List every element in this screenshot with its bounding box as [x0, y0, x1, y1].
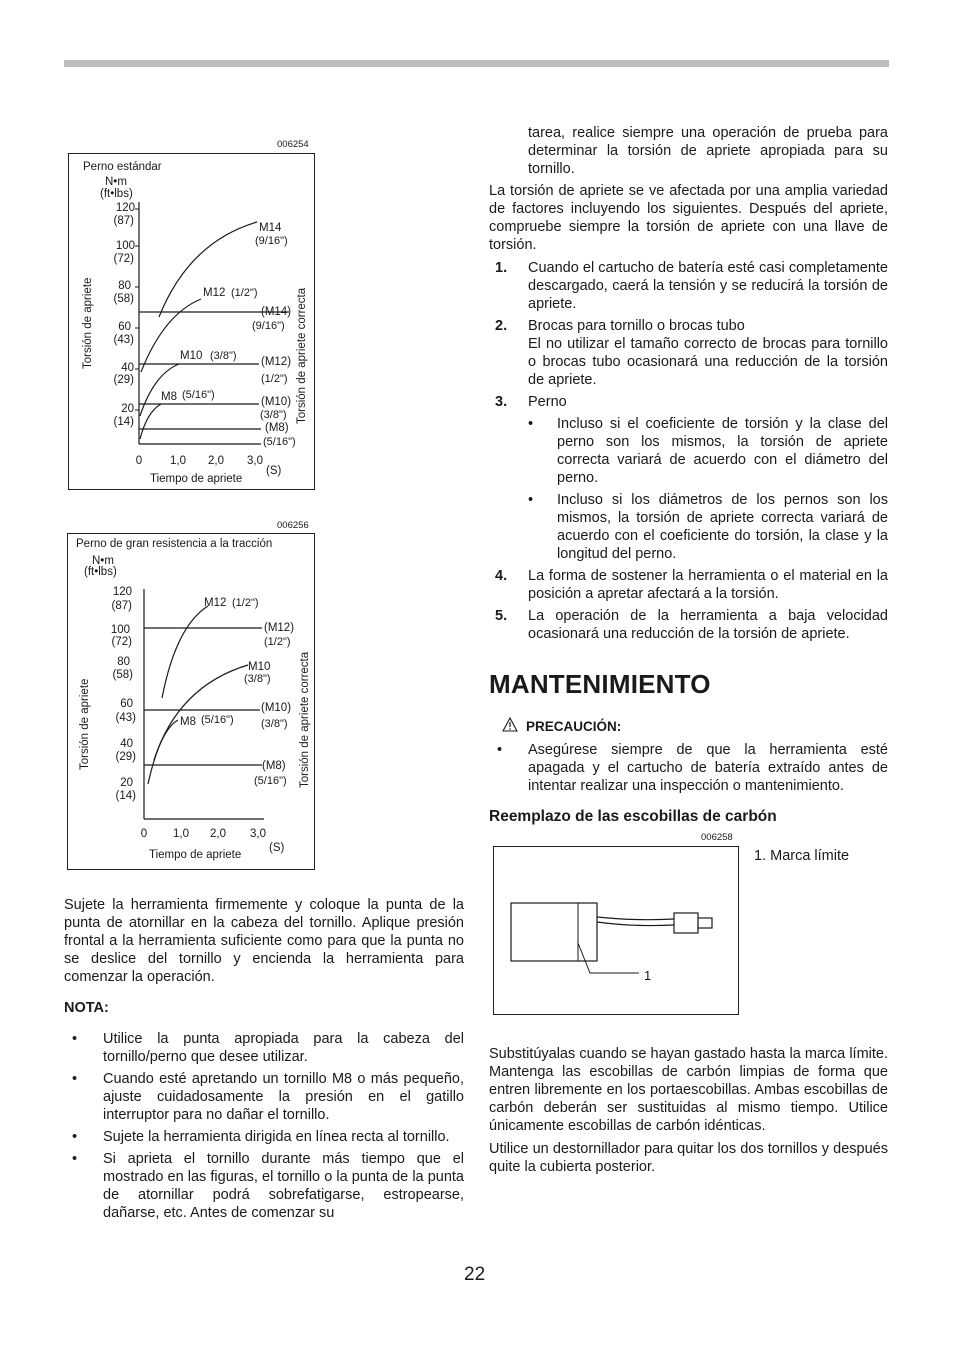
list-item: [489, 393, 888, 411]
x-tick-label: 3,0: [247, 455, 263, 467]
x-tick-label: 2,0: [210, 828, 226, 840]
left-column: [64, 896, 464, 1226]
x-tick-label: 3,0: [250, 828, 266, 840]
header-rule: [64, 60, 889, 67]
list-item-text: Cuando el cartucho de batería esté casi completamente descargado, caerá la tensión y se reducirá la torsión de apriete.: [528, 260, 888, 312]
y-tick-label: (29): [113, 374, 134, 386]
y-tick-label: 40: [121, 362, 134, 374]
carbon-brush: [511, 903, 597, 961]
x-tick-label: 0: [135, 455, 143, 467]
x-tick-label: 1,0: [170, 455, 186, 467]
replace-paragraph: Utilice un destornillador para quitar los dos tornillos y después quite la cubierta posterior.: [489, 1141, 888, 1175]
line-label: (3/8"): [260, 409, 287, 421]
list-item: [489, 567, 888, 603]
list-number: 2.: [495, 318, 508, 334]
list-item: [489, 317, 888, 389]
line-label: (9/16"): [252, 320, 285, 332]
line-label: (5/16"): [263, 436, 296, 448]
callout-number: 1: [644, 968, 652, 983]
line-label: (M10): [261, 396, 292, 408]
figure-legend: 1. Marca límite: [754, 848, 850, 864]
list-item: • Sujete la herramienta dirigida en línea recta al tornillo.: [72, 1129, 450, 1145]
y-tick-label: 60: [118, 321, 131, 333]
figure-code: 006256: [277, 520, 309, 531]
y-tick-label: (58): [113, 293, 134, 305]
y-tick-label: 20: [120, 777, 133, 789]
caution-block: [489, 716, 888, 799]
note-label: NOTA:: [64, 1000, 109, 1016]
list-item-text: Asegúrese siempre de que la herramienta esté apagada y el cartucho de batería extraído antes de intentar realizar una inspección o mantenimiento.: [528, 742, 888, 794]
list-item: [489, 607, 888, 643]
y-axis-label: Torsión de apriete: [82, 277, 94, 369]
list-item-text: Incluso si los diámetros de los pernos son los mismos, la torsión de apriete correcta variará de acuerdo con el coeficiente do torsión, la clase y la longitud del perno.: [557, 492, 888, 562]
curve-m14: [159, 222, 257, 317]
y-tick-label: 60: [120, 698, 133, 710]
x-tick-label: 0: [140, 828, 148, 840]
y-tick-label: (87): [113, 215, 134, 227]
chart-title: Perno estándar: [83, 161, 162, 173]
curve-label: M10: [180, 350, 203, 362]
curve-m8: [140, 404, 161, 439]
curve-label: (5/16"): [182, 389, 215, 401]
list-number: 3.: [495, 394, 508, 410]
y-tick-label: (72): [111, 636, 132, 648]
wire-terminal-tip: [698, 918, 712, 928]
torque-chart-standard-svg: [69, 154, 314, 489]
right-column-top: [489, 124, 888, 647]
list-item-text: Incluso si el coeficiente de torsión y la clase del perno son los mismos, la torsión de apriete correcta variará de acuerdo con el diámetro del perno.: [557, 416, 888, 486]
y-tick-label: 100: [110, 624, 130, 636]
curve-label: M8: [180, 716, 196, 728]
carbon-brush-figure: [493, 846, 739, 1015]
caution-header: [489, 716, 888, 738]
y-tick-label: 100: [115, 240, 135, 252]
list-number: 4.: [495, 568, 508, 584]
carbon-brush-svg: [494, 847, 738, 1014]
factors-list: [489, 259, 888, 643]
y-tick-label: (87): [111, 600, 132, 612]
y-tick-label: 80: [118, 280, 131, 292]
line-label: (M10): [261, 702, 292, 714]
y-tick-label: (58): [112, 669, 133, 681]
curve-m8: [148, 720, 178, 784]
brush-wire: [597, 917, 674, 920]
curve-m10: [140, 364, 179, 416]
x-axis-label: Tiempo de apriete: [150, 473, 243, 485]
x-axis-label: Tiempo de apriete: [149, 849, 242, 861]
y-unit-alt: (ft•lbs): [100, 188, 133, 200]
curve-label: (3/8"): [210, 350, 237, 362]
y-unit: N•m: [105, 176, 127, 188]
y-ticks: [135, 209, 139, 410]
curve-label: (9/16"): [255, 235, 288, 247]
list-item-text: La operación de la herramienta a baja velocidad ocasionará una reducción de la torsión de apriete.: [528, 608, 888, 642]
line-label: (M12): [261, 356, 292, 368]
y-axis-label: Torsión de apriete: [79, 678, 91, 770]
line-label: (1/2"): [261, 373, 288, 385]
list-number: 1.: [495, 260, 508, 276]
page-number: 22: [464, 1264, 486, 1285]
line-label: (5/16"): [254, 775, 287, 787]
torque-chart-high-tensile: [67, 533, 315, 870]
list-item-text: Cuando esté apretando un tornillo M8 o más pequeño, ajuste cuidadosamente la presión en el gatillo interruptor para no dañar el tornillo.: [103, 1071, 464, 1123]
y-tick-label: 120: [112, 586, 132, 598]
continued-paragraph: tarea, realice siempre una operación de prueba para determinar la torsión de apriete apropiada para su tornillo.: [528, 125, 888, 177]
x-unit: (S): [266, 465, 282, 477]
right-axis-label: Torsión de apriete correcta: [296, 287, 308, 424]
y-tick-label: 120: [115, 202, 135, 214]
brush-wire: [597, 922, 674, 926]
curve-label: M10: [248, 661, 271, 673]
y-tick-label: 80: [117, 656, 130, 668]
y-tick-label: (43): [113, 334, 134, 346]
curve-label: (3/8"): [244, 673, 271, 685]
y-tick-label: (14): [115, 790, 136, 802]
caution-label: PRECAUCIÓN:: [526, 719, 622, 734]
list-item-text: La forma de sostener la herramienta o el material en la posición a apretar afectará a la torsión.: [528, 568, 888, 602]
list-item-text: Utilice la punta apropiada para la cabeza del tornillo/perno que desee utilizar.: [103, 1031, 464, 1065]
y-unit-alt: (ft•lbs): [84, 566, 117, 578]
list-item-text: Sujete la herramienta dirigida en línea recta al tornillo.: [103, 1129, 450, 1145]
curve-m10: [154, 665, 248, 760]
list-item: • Si aprieta el tornillo durante más tiempo que el mostrado en las figuras, el tornillo o la punta de la punta de atornillar podrá sobrefatigarse, estropearse, dañarse, etc. Antes de comenzar su: [72, 1151, 464, 1221]
line-label: (M12): [264, 622, 295, 634]
curve-label: M8: [161, 391, 177, 403]
curve-label: M12: [203, 287, 226, 299]
list-item-text: Perno: [528, 394, 567, 410]
curve-m12: [162, 606, 208, 698]
note-list: [64, 1030, 464, 1222]
x-tick-label: 2,0: [208, 455, 224, 467]
sub-list-item: • Incluso si los diámetros de los pernos son los mismos, la torsión de apriete correcta variará de acuerdo con el coeficiente do torsión, la clase y la longitud del perno.: [528, 492, 888, 562]
curve-label: M12: [204, 597, 227, 609]
subsection-heading: Reemplazo de las escobillas de carbón: [489, 808, 777, 825]
line-label: (M14): [261, 306, 292, 318]
figure-code: 006254: [277, 139, 309, 150]
curve-label: (1/2"): [231, 287, 258, 299]
figure-code: 006258: [701, 832, 733, 843]
y-tick-label: 20: [121, 403, 134, 415]
list-item-text: El no utilizar el tamaño correcto de brocas para tornillo o brocas tubo ocasionará una reducción de la torsión de apriete.: [528, 336, 888, 388]
wire-terminal: [674, 913, 698, 933]
intro-paragraph: Sujete la herramienta firmemente y coloque la punta de la punta de atornillar en la cabeza del tornillo. Aplique presión frontal a la herramienta suficiente como para que la punta no se deslice del tornillo y encienda la herramienta para comenzar la operación.: [64, 897, 464, 985]
torque-chart-standard: [68, 153, 315, 490]
torque-chart-high-tensile-svg: [68, 534, 314, 869]
list-item-text: Brocas para tornillo o brocas tubo: [528, 318, 745, 334]
factors-intro: La torsión de apriete se ve afectada por una amplia variedad de factores incluyendo los siguientes. Después del apriete, compruebe siempre la torsión de apriete con una llave de torsión.: [489, 183, 888, 253]
chart-title: Perno de gran resistencia a la tracción: [76, 538, 273, 550]
list-item: [489, 259, 888, 313]
list-item-text: Si aprieta el tornillo durante más tiempo que el mostrado en las figuras, el tornillo o la punta de la punta de atornillar podrá sobrefatigarse, estropearse, dañarse, etc. Antes de comenzar su: [103, 1151, 464, 1221]
y-tick-label: (14): [113, 416, 134, 428]
y-tick-label: 40: [120, 738, 133, 750]
sub-list-item: • Incluso si el coeficiente de torsión y la clase del perno son los mismos, la torsión de apriete correcta variará de acuerdo con el diámetro del perno.: [528, 416, 888, 486]
list-item: • Cuando esté apretando un tornillo M8 o más pequeño, ajuste cuidadosamente la presión en el gatillo interruptor para no dañar el tornillo.: [72, 1071, 464, 1123]
curve-label: M14: [259, 222, 282, 234]
right-axis-label: Torsión de apriete correcta: [299, 651, 311, 788]
line-label: (M8): [262, 760, 286, 772]
line-label: (1/2"): [264, 636, 291, 648]
y-tick-label: (43): [115, 712, 136, 724]
list-number: 5.: [495, 608, 508, 624]
y-tick-label: (29): [115, 751, 136, 763]
section-heading: MANTENIMIENTO: [489, 669, 711, 699]
y-tick-label: (72): [113, 253, 134, 265]
line-label: (M8): [265, 422, 289, 434]
right-column-bottom: [489, 1045, 888, 1176]
warning-icon: [502, 717, 518, 732]
curve-label: (5/16"): [201, 714, 234, 726]
x-unit: (S): [269, 842, 285, 854]
y-unit: N•m: [92, 555, 114, 567]
x-tick-label: 1,0: [173, 828, 189, 840]
line-label: (3/8"): [261, 718, 288, 730]
curve-label: (1/2"): [232, 597, 259, 609]
replace-paragraph: Substitúyalas cuando se hayan gastado hasta la marca límite. Mantenga las escobillas de carbón limpias de forma que entren libremente en los portaescobillas. Ambas escobillas de carbón deberán ser sustituidas al mismo tiempo. Utilice únicamente escobillas de carbón idénticas.: [489, 1046, 888, 1134]
list-item: • Asegúrese siempre de que la herramienta esté apagada y el cartucho de batería extraído antes de intentar realizar una inspección o mantenimiento.: [497, 742, 888, 794]
list-item: • Utilice la punta apropiada para la cabeza del tornillo/perno que desee utilizar.: [72, 1031, 464, 1065]
